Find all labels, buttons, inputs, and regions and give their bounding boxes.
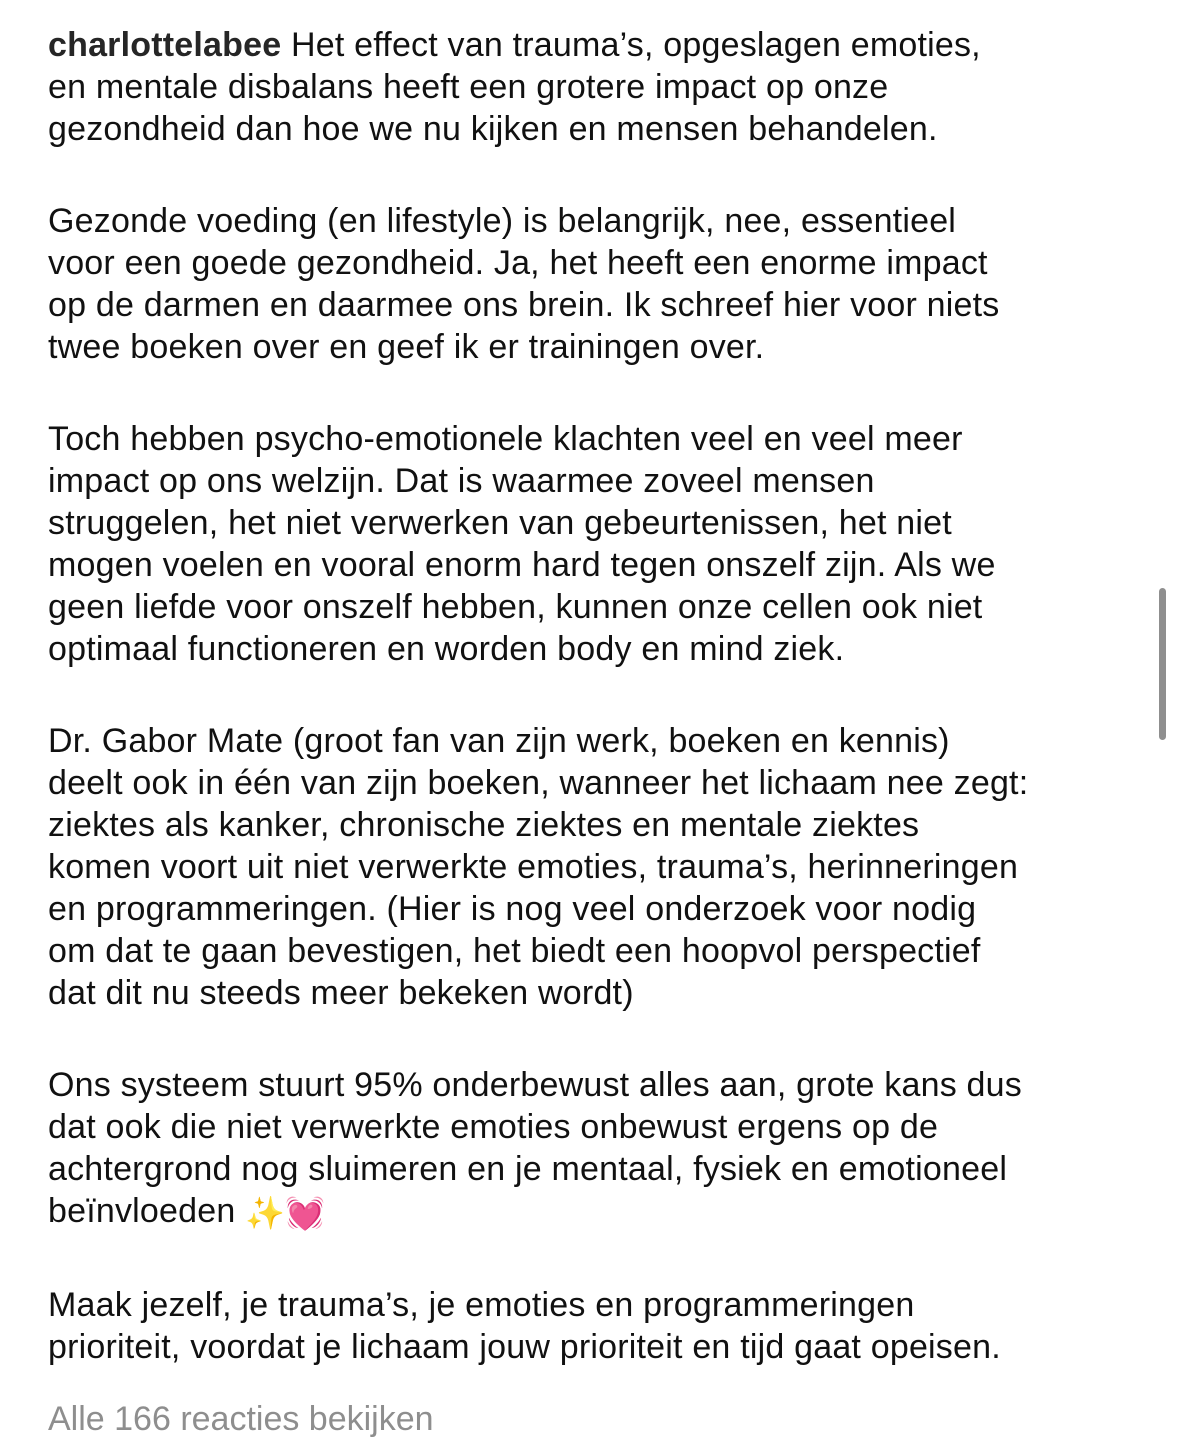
- caption-paragraph-6: Maak jezelf, je trauma’s, je emoties en programmeringen prioriteit, voordat je lichaam jouw prioriteit en tijd gaat opeisen.: [48, 1286, 1001, 1367]
- sparkles-icon: ✨: [245, 1195, 286, 1232]
- caption-paragraph-1: [48, 24, 1148, 150]
- post-caption: [48, 24, 1148, 1418]
- beating-heart-icon: 💓: [285, 1195, 326, 1232]
- caption-text-1: Het effect van trauma’s, opgeslagen emoties, en mentale disbalans heeft een grotere impact op onze gezondheid dan hoe we nu kijken en mensen behandelen.: [48, 26, 981, 148]
- caption-paragraph-4: Dr. Gabor Mate (groot fan van zijn werk, boeken en kennis) deelt ook in één van zijn boeken, wanneer het lichaam nee zegt: ziektes als kanker, chronische ziektes en mentale ziektes komen voort uit niet verwerkte emoties, trauma’s, herinneringen en programmeringen. (Hier is nog veel onderzoek voor nodig om dat te gaan bevestigen, het biedt een hoopvol perspectief dat dit nu steeds meer bekeken wordt): [48, 722, 1029, 1012]
- vertical-scrollbar[interactable]: [1159, 588, 1166, 740]
- view-all-comments-link[interactable]: Alle 166 reacties bekijken: [48, 1400, 434, 1438]
- caption-paragraph-3: Toch hebben psycho-emotionele klachten veel en veel meer impact op ons welzijn. Dat is waarmee zoveel mensen struggelen, het niet verwerken van gebeurtenissen, het niet mogen voelen en vooral enorm hard tegen onszelf zijn. Als we geen liefde voor onszelf hebben, kunnen onze cellen ook niet optimaal functioneren en worden body en mind ziek.: [48, 420, 996, 668]
- caption-text-5: Ons systeem stuurt 95% onderbewust alles aan, grote kans dus dat ook die niet verwerkte emoties onbewust ergens op de achtergrond nog sluimeren en je mentaal, fysiek en emotioneel beïnvloeden: [48, 1066, 1022, 1230]
- caption-paragraph-5: [48, 1064, 1148, 1234]
- username-link[interactable]: charlottelabee: [48, 26, 282, 64]
- caption-paragraph-2: Gezonde voeding (en lifestyle) is belangrijk, nee, essentieel voor een goede gezondheid. Ja, het heeft een enorme impact op de darmen en daarmee ons brein. Ik schreef hier voor niets twee boeken over en geef ik er trainingen over.: [48, 202, 1000, 366]
